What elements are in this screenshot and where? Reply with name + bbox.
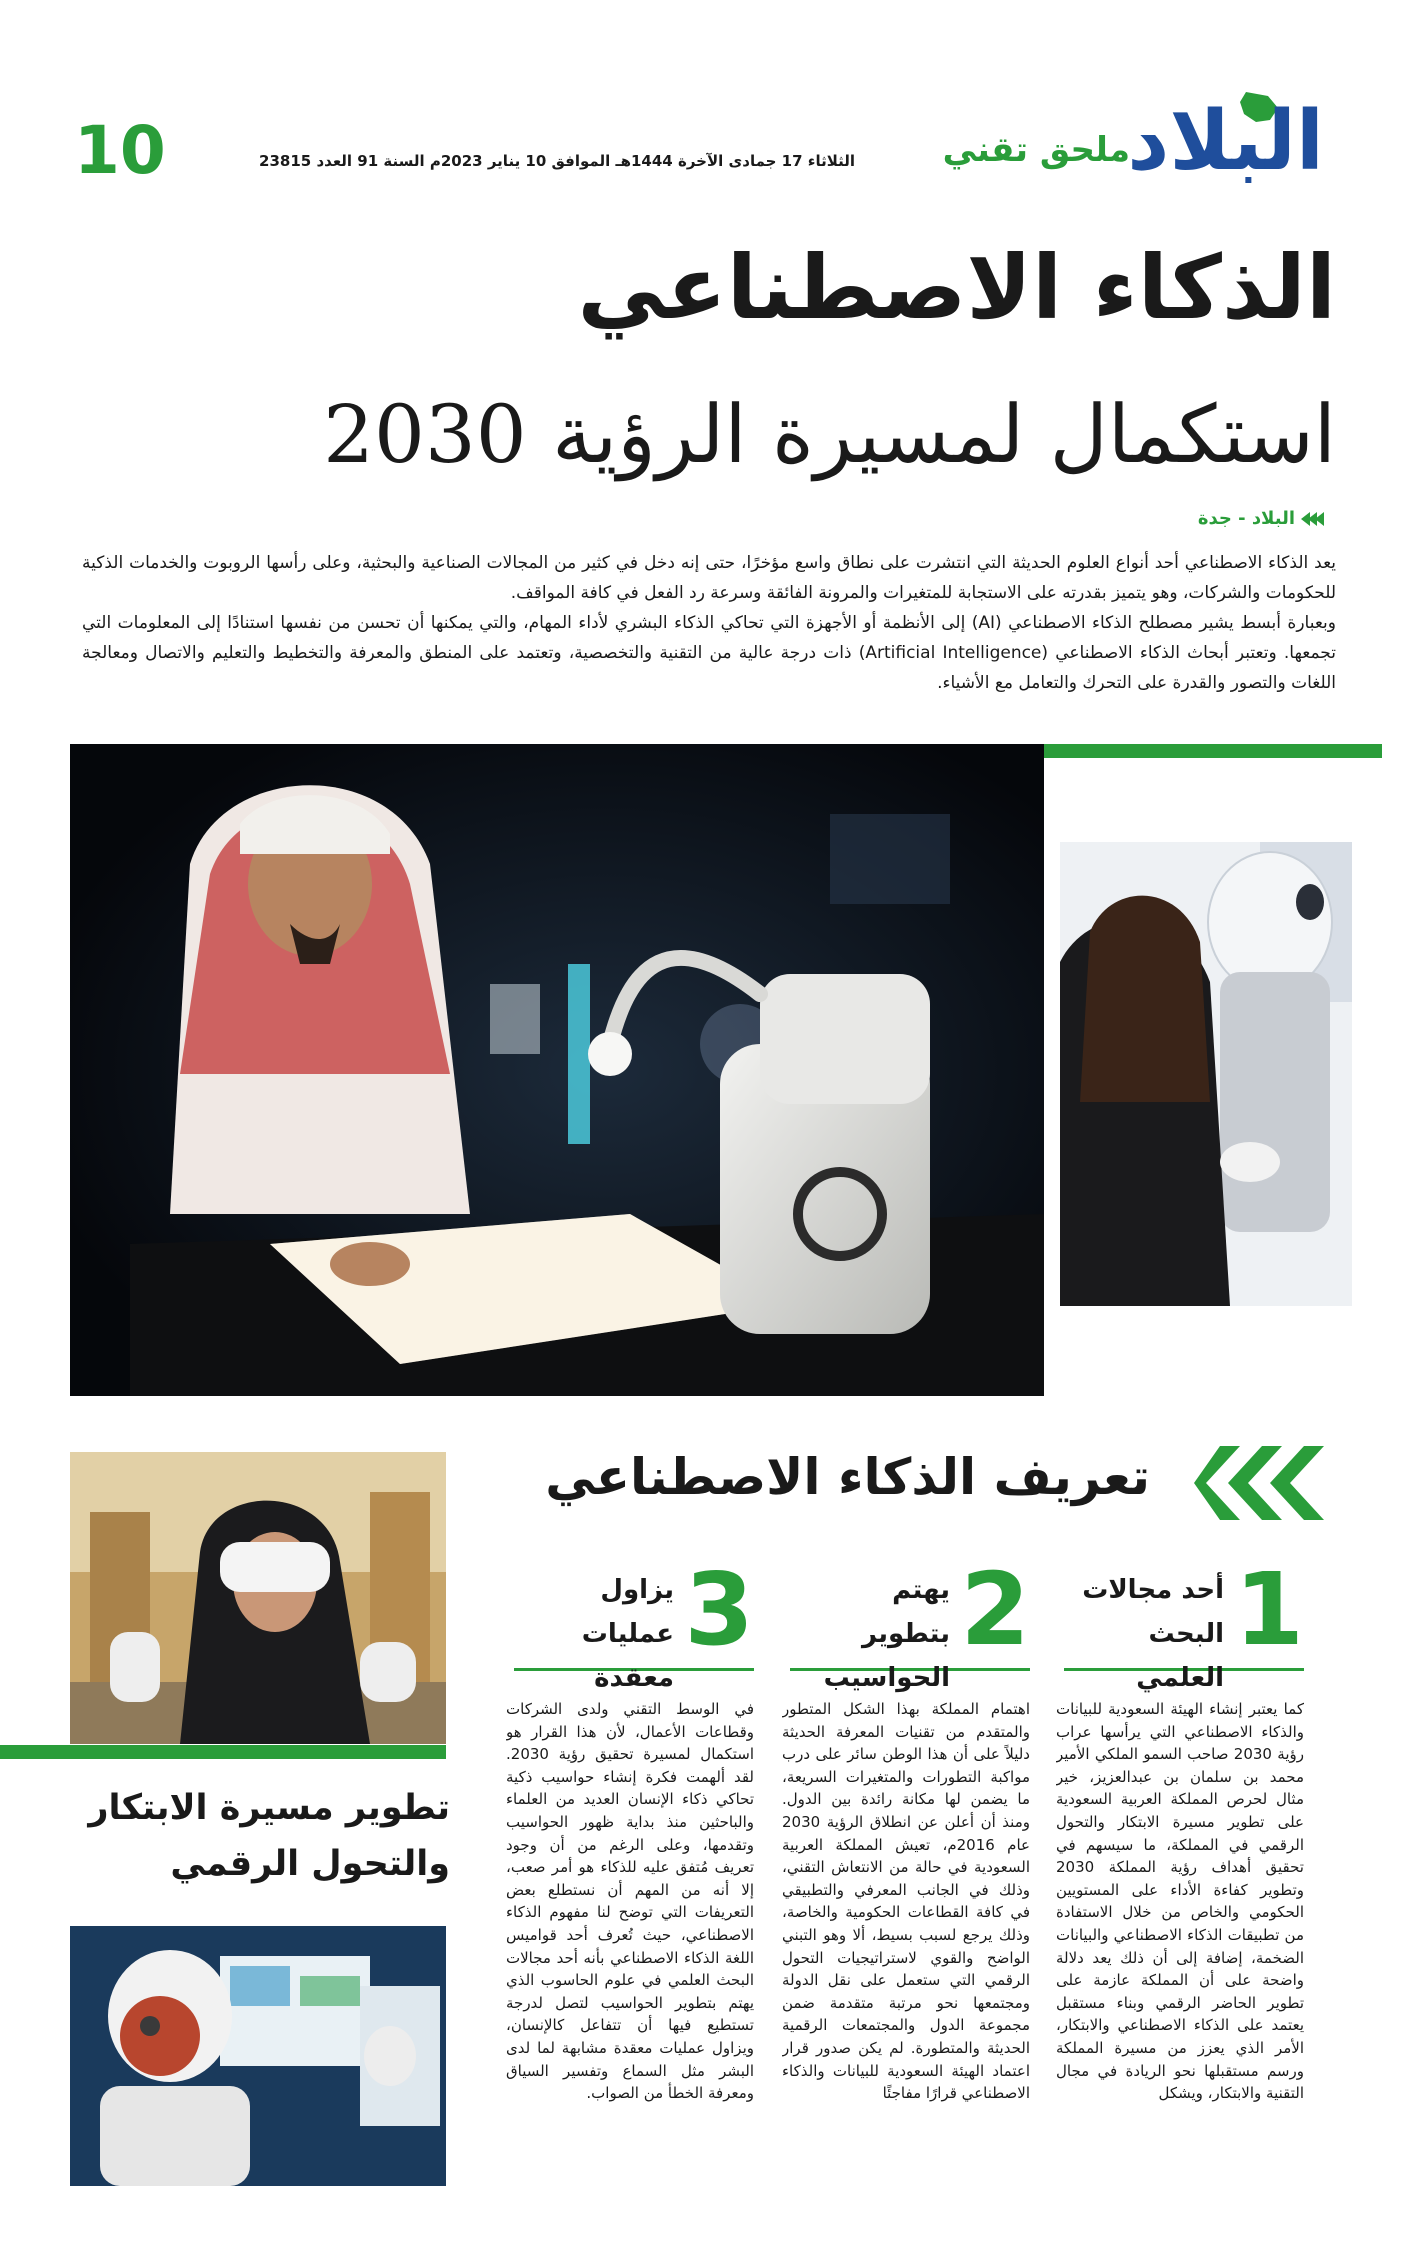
byline-text: البلاد - جدة <box>1197 508 1295 529</box>
column-text: اهتمام المملكة بهذا الشكل المتطور والمتقدم من تقنيات المعرفة الحديثة دليلاً على أن هذا الوطن سائر على درب مواكبة التطورات والمتغيرات السريعة، ما يضمن لها مكانة رائدة بين الدول. ومنذ أن أعلن عن انطلاق الرؤية 2030 عام 2016م، تعيش المملكة العربية السعودية في حالة من الانتعاش التقني، وذلك في الجانب المعرفي والتطبيقي في كافة القطاعات الحكومية والخاصة، وذلك يرجع لسبب بسيط، ألا وهو التبني الواضح والقوي لاستراتيجيات التحول الرقمي التي ستعمل على نقل الدولة ومجتمعها نحو مرتبة متقدمة ضمن مجموعة الدول والمجتمعات الرقمية الحديثة والمتطورة. لم يكن صدور قرار اعتماد الهيئة السعودية للبيانات والذكاء الاصطناعي قرارًا مفاجئًا <box>782 1700 1030 2103</box>
key-point-text: أحد مجالات البحث العلمي <box>1082 1575 1224 1693</box>
intro-paragraph: يعد الذكاء الاصطناعي أحد أنواع العلوم الحديثة التي انتشرت على نطاق واسع مؤخرًا، حتى إنه دخل في كثير من المجالات الصناعية والبحثية، وعلى رأسها الروبوت والخدمات الذكية للحكومات والشركات، وهو يتميز بقدرته على الاستجابة للمتغيرات والمرونة الفائقة وسرعة رد الفعل في كافة المواقف. <box>82 553 1336 603</box>
dateline: الثلاثاء 17 جمادى الآخرة 1444هـ الموافق 10 يناير 2023م السنة 91 العدد 23815 <box>259 152 855 170</box>
subheadline: استكمال لمسيرة الرؤية 2030 <box>323 388 1336 481</box>
newspaper-logo <box>1127 86 1324 198</box>
key-point-number: 3 <box>684 1551 754 1668</box>
article-column <box>506 1698 754 2188</box>
key-point <box>514 1551 754 1693</box>
column-text: كما يعتبر إنشاء الهيئة السعودية للبيانات والذكاء الاصطناعي التي يرأسها عراب رؤية 2030 صاحب السمو الملكي الأمير محمد بن سلمان بن عبدالعزيز، خير مثال لحرص المملكة العربية السعودية على تطوير مسيرة الابتكار والتحول الرقمي في المملكة، ما سيسهم في تحقيق أهداف رؤية المملكة 2030 وتطوير كفاءة الأداء على المستويين الحكومي والخاص من خلال الاستفادة من تطبيقات الذكاء الاصطناعي والبيانات الضخمة، إضافة إلى أن ذلك يعد دلالة واضحة على أن المملكة عازمة على تطوير الحاضر الرقمي وبناء مستقبل يعتمد على الذكاء الاصطناعي والابتكار، الأمر الذي يعزز من مسيرة المملكة ورسم مستقبلها نحو الريادة في مجال التقنية والابتكار، ويشكل <box>1056 1700 1304 2103</box>
key-point-text: يهتم بتطوير الحواسيب <box>823 1575 950 1693</box>
intro-text <box>82 548 1336 698</box>
key-point <box>1064 1551 1304 1693</box>
vr-photo <box>70 1452 446 1744</box>
key-point <box>790 1551 1030 1693</box>
logo-text: البلاد <box>1127 94 1324 189</box>
robot-screens-photo <box>70 1926 446 2186</box>
key-point-number: 1 <box>1234 1551 1304 1668</box>
section-title: تعريف الذكاء الاصطناعي <box>545 1448 1150 1506</box>
key-point-text: يزاول عمليات معقدة <box>581 1575 674 1693</box>
main-photo <box>70 744 1044 1396</box>
byline <box>1198 508 1324 529</box>
article-column <box>1056 1698 1304 2188</box>
article-column <box>782 1698 1030 2188</box>
supplement-name: ملحق تقني <box>942 130 1130 170</box>
key-point-number: 2 <box>960 1551 1030 1668</box>
robot-photo <box>1060 842 1352 1306</box>
triple-chevron-icon <box>1194 1446 1324 1520</box>
green-rule <box>0 1745 446 1759</box>
headline: الذكاء الاصطناعي <box>577 236 1336 339</box>
chevron-icon <box>1303 512 1324 526</box>
intro-paragraph: وبعبارة أبسط يشير مصطلح الذكاء الاصطناعي (AI) إلى الأنظمة أو الأجهزة التي تحاكي الذكاء البشري لأداء المهام، والتي يمكنها أن تحسن من نفسها استنادًا إلى المعلومات التي تجمعها. وتعتبر أبحاث الذكاء الاصطناعي (Artificial Intelligence) ذات درجة عالية من التقنية والتخصصية، وتعتمد على المنطق والمعرفة والتخطيط والتعليم والاتصال ومعالجة اللغات والتصور والقدرة على التحرك والتعامل مع الأشياء. <box>82 613 1337 693</box>
side-heading: تطوير مسيرة الابتكار والتحول الرقمي <box>88 1788 450 1884</box>
page-number: 10 <box>74 112 166 189</box>
column-text: في الوسط التقني ولدى الشركات وقطاعات الأعمال، لأن هذا القرار هو استكمال لمسيرة تحقيق رؤية 2030. لقد ألهمت فكرة إنشاء حواسيب ذكية تحاكي ذكاء الإنسان العديد من العلماء والباحثين منذ بداية ظهور الحواسيب وتقدمها، وعلى الرغم من أن وجود تعريف مُتفق عليه للذكاء هو أمر صعب، إلا أنه من المهم أن نستطلع بعض التعريفات التي توضح لنا مفهوم الذكاء الاصطناعي، حيث تُعرف أحد قواميس اللغة الذكاء الاصطناعي بأنه أحد مجالات البحث العلمي في علوم الحاسوب الذي يهتم بتطوير الحواسيب لتصل لدرجة تستطيع فيها أن تتفاعل كالإنسان، ويزاول عمليات معقدة مشابهة لما لدى البشر مثل السماع وتفسير السياق ومعرفة الخطأ من الصواب. <box>506 1700 754 2103</box>
